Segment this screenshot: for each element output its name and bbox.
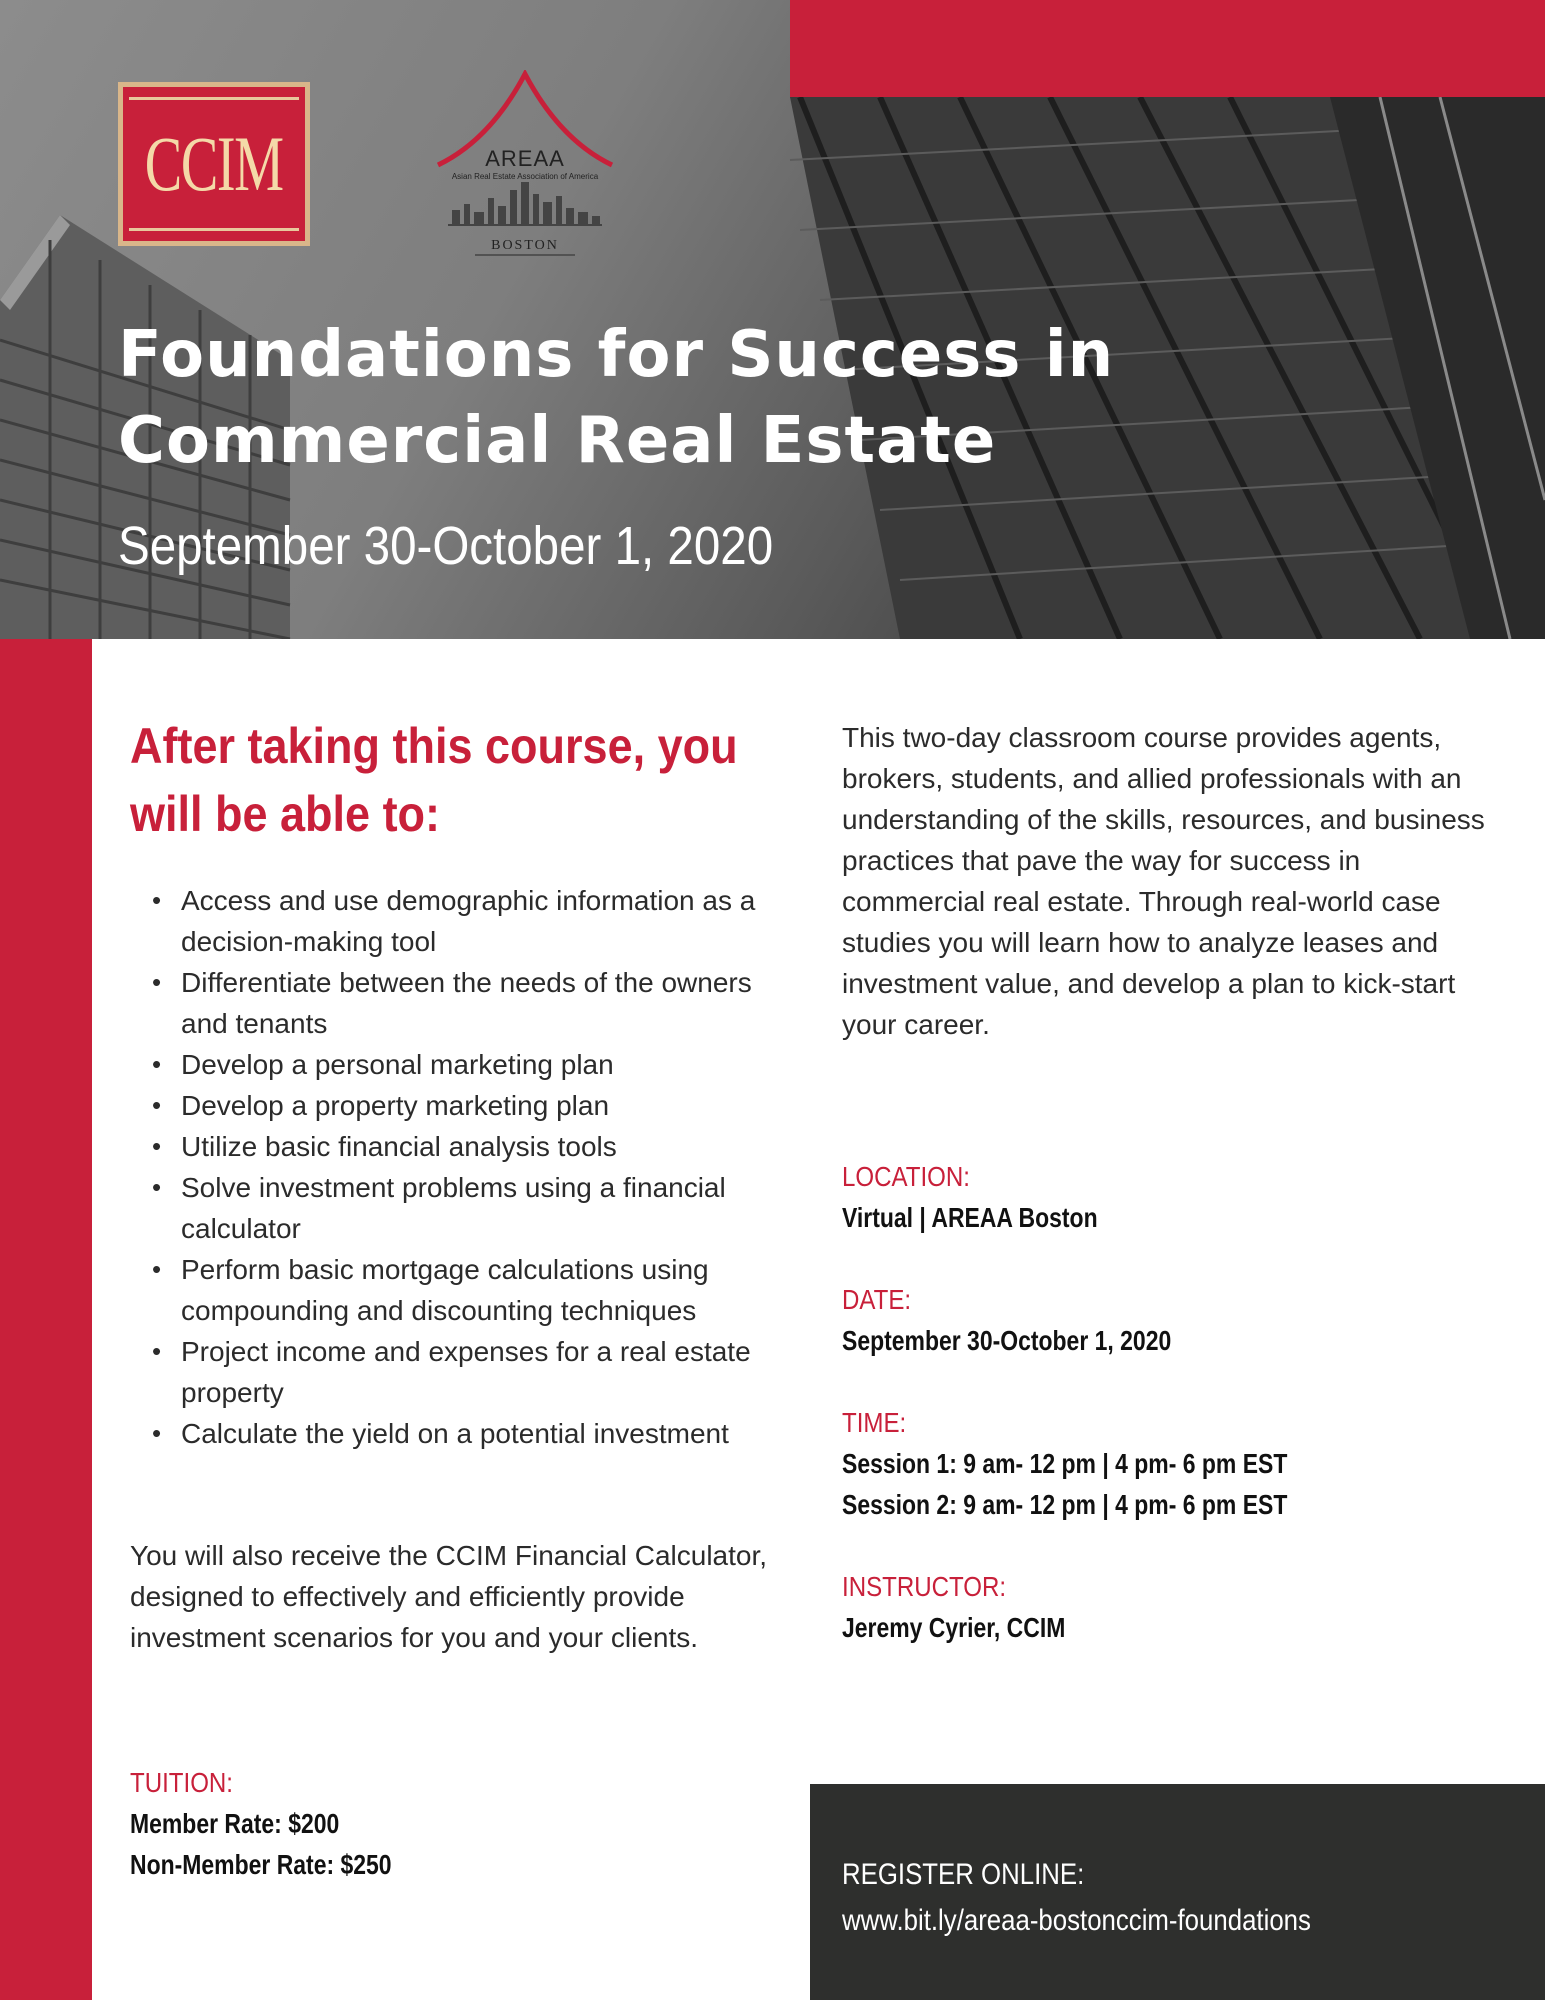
list-item: • Access and use demographic information as a decision-making tool: [152, 880, 792, 962]
location-block: [842, 1156, 1502, 1238]
outcomes-heading-line2: will be able to:: [130, 786, 441, 842]
ccim-logo: [118, 82, 310, 246]
member-rate: Member Rate: $200: [130, 1808, 340, 1839]
list-item: • Develop a personal marketing plan: [152, 1044, 792, 1085]
instructor-label: INSTRUCTOR:: [842, 1571, 1007, 1602]
list-item: • Project income and expenses for a real estate property: [152, 1331, 792, 1413]
session-1: Session 1: 9 am- 12 pm | 4 pm- 6 pm EST: [842, 1448, 1288, 1479]
list-item: • Develop a property marketing plan: [152, 1085, 792, 1126]
date-value: September 30-October 1, 2020: [842, 1325, 1172, 1356]
outcomes-list: [152, 880, 792, 1454]
left-accent-stripe: [0, 639, 92, 2000]
session-2: Session 2: 9 am- 12 pm | 4 pm- 6 pm EST: [842, 1489, 1288, 1520]
register-label: REGISTER ONLINE:: [842, 1858, 1085, 1891]
list-item: • Calculate the yield on a potential investment: [152, 1413, 792, 1454]
calculator-note: You will also receive the CCIM Financial Calculator, designed to effectively and efficiently provide investment scenarios for you and your clients.: [130, 1540, 768, 1653]
time-label: TIME:: [842, 1407, 907, 1438]
time-block: [842, 1402, 1502, 1525]
register-link[interactable]: www.bit.ly/areaa-bostonccim-foundations: [842, 1904, 1311, 1937]
list-item: • Solve investment problems using a financial calculator: [152, 1167, 792, 1249]
instructor-value: Jeremy Cyrier, CCIM: [842, 1612, 1066, 1643]
instructor-block: [842, 1566, 1502, 1648]
register-box: [810, 1784, 1545, 2000]
ccim-logo-text: CCIM: [145, 120, 283, 207]
date-label: DATE:: [842, 1284, 912, 1315]
areaa-city: BOSTON: [491, 238, 559, 253]
hero-red-bar: [790, 0, 1545, 97]
non-member-rate: Non-Member Rate: $250: [130, 1849, 392, 1880]
course-description: This two-day classroom course provides agents, brokers, students, and allied professionals with an understanding of the skills, resources, and business practices that pave the way for success in commercial real estate. Through real-world case studies you will learn how to analyze leases and investment value, and develop a plan to kick-start your career.: [842, 722, 1485, 1040]
hero-title-line2: Commercial Real Estate: [118, 404, 997, 478]
list-item: • Utilize basic financial analysis tools: [152, 1126, 792, 1167]
location-label: LOCATION:: [842, 1161, 971, 1192]
hero-title-line1: Foundations for Success in: [118, 318, 1115, 392]
hero-title: [118, 312, 1218, 484]
list-item: • Perform basic mortgage calculations using compounding and discounting techniques: [152, 1249, 792, 1331]
areaa-name: AREAA: [485, 146, 565, 171]
outcomes-heading: [130, 712, 742, 848]
areaa-logo: [430, 70, 620, 260]
hero-date: September 30-October 1, 2020: [118, 516, 774, 576]
hero-banner: [0, 0, 1545, 639]
location-value: Virtual | AREAA Boston: [842, 1202, 1098, 1233]
outcomes-heading-line1: After taking this course, you: [130, 718, 738, 774]
list-item: • Differentiate between the needs of the owners and tenants: [152, 962, 792, 1044]
areaa-subtitle: Asian Real Estate Association of America: [451, 172, 599, 181]
course-details: [842, 1156, 1502, 1689]
date-block: [842, 1279, 1502, 1361]
tuition-section: [130, 1762, 449, 1885]
tuition-label: TUITION:: [130, 1767, 233, 1798]
